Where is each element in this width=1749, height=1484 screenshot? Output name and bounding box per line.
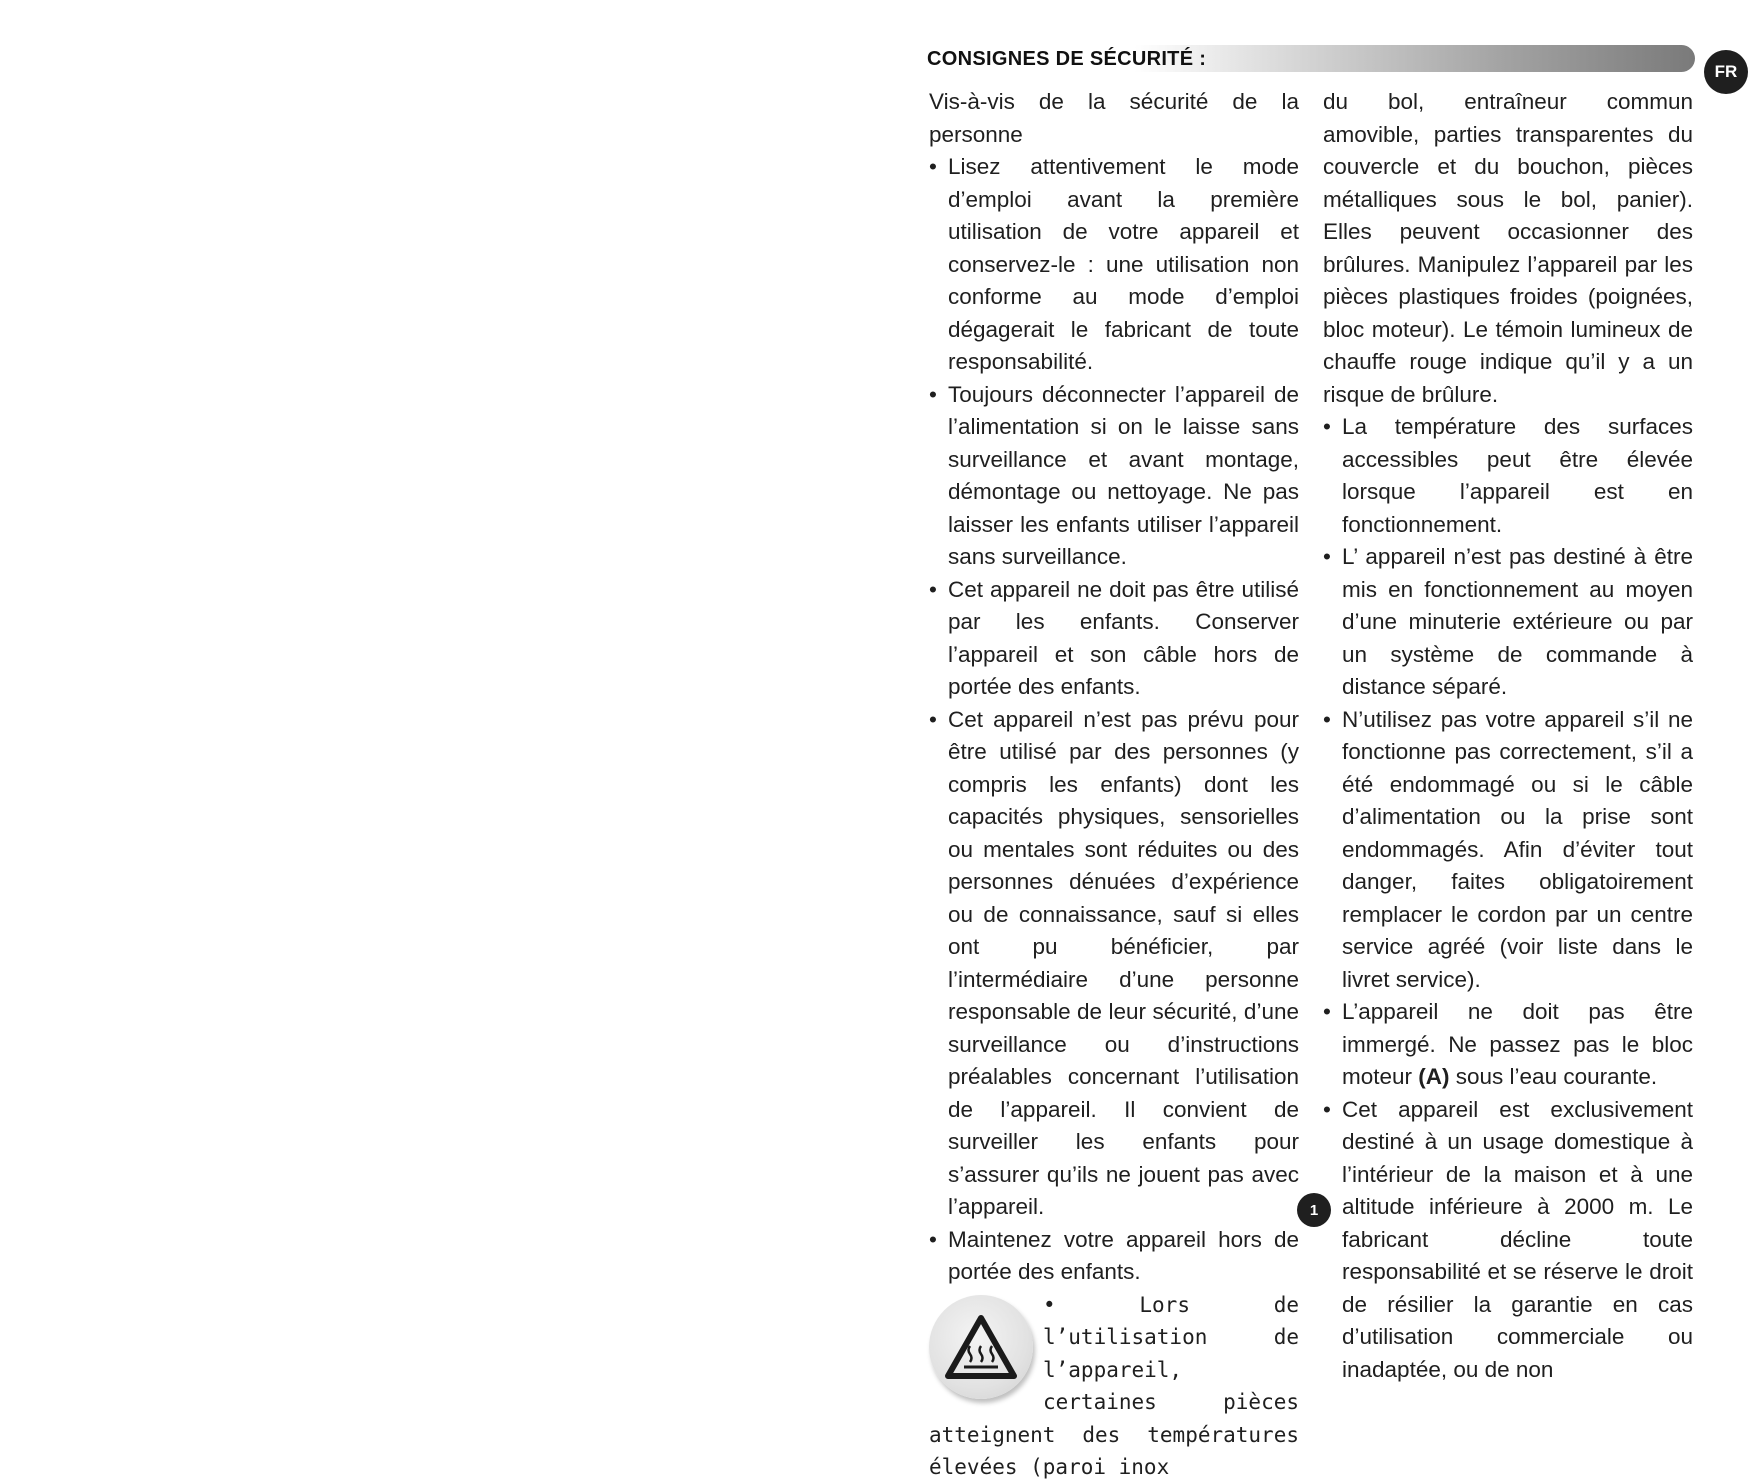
list-item — [929, 1224, 1299, 1289]
right-column — [1323, 86, 1693, 1386]
bullet-icon: • — [1323, 1096, 1331, 1122]
list-item-text: L’ appareil n’est pas destiné à être mis en fonctionnement au moyen d’une minuterie extérieure ou par un système de commande à distance séparé. — [1342, 544, 1693, 699]
list-item — [1323, 704, 1693, 997]
list-item — [929, 151, 1299, 379]
bullet-icon: • — [929, 706, 937, 732]
list-item-text: N’utilisez pas votre appareil s’il ne fonctionne pas correctement, s’il a été endommagé ou si le câble d’alimentation ou la prise sont endommagés. Afin d’éviter tout danger, faites obligatoirement remplacer le cordon par un centre service agréé (voir liste dans le livret service). — [1342, 706, 1693, 992]
list-item — [1323, 541, 1693, 704]
bullet-icon: • — [1323, 414, 1331, 439]
list-item-text: Toujours déconnecter l’appareil de l’alimentation si on le laisse sans surveillance et avant montage, démontage ou nettoyage. Ne pas laisser les enfants utiliser l’appareil sans surveillance. — [948, 381, 1299, 569]
bullet-icon: • — [1323, 999, 1331, 1024]
continuation-text: du bol, entraîneur commun amovible, parties transparentes du couvercle et du bouchon, pièces métalliques sous le bol, panier). Elles peuvent occasionner des brûlures. Manipulez l’appareil par les pièces plastiques froides (poignées, bloc moteur). Le témoin lumineux de chauffe rouge indique qu’il y a un risque de brûlure. — [1323, 89, 1693, 407]
left-column — [929, 86, 1299, 1484]
bullet-icon: • — [1323, 544, 1331, 569]
language-badge: FR — [1704, 50, 1748, 94]
hot-surface-warning-icon — [929, 1295, 1033, 1399]
bullet-icon: • — [1323, 706, 1331, 732]
list-item — [1323, 1094, 1693, 1387]
list-item — [1323, 411, 1693, 541]
list-item — [929, 704, 1299, 1224]
part-reference: (A) — [1418, 1064, 1450, 1089]
list-item-text: Cet appareil ne doit pas être utilisé par les enfants. Conserver l’appareil et son câble hors de portée des enfants. — [948, 576, 1299, 699]
bullet-icon: • — [929, 381, 937, 407]
hot-surface-warning-block — [929, 1289, 1299, 1484]
page-number: 1 — [1297, 1193, 1331, 1227]
hot-surface-bullet-text: Lors de l’utilisation de l’appareil, certaines pièces atteignent des températures élevées (paroi inox — [929, 1292, 1299, 1479]
list-item-text: Maintenez votre appareil hors de portée des enfants. — [948, 1226, 1299, 1284]
section-header-bar — [927, 45, 1695, 72]
list-item-text: Cet appareil est exclusivement destiné à un usage domestique à l’intérieur de la maison et à une altitude inférieure à 2000 m. Le fabricant décline toute responsabilité et se réserve le droit de résilier la garantie en cas d’utilisation commerciale ou inadaptée, ou de non — [1342, 1096, 1693, 1382]
immersion-text-start: L’appareil ne doit pas être immergé. Ne passez pas le bloc moteur — [1342, 999, 1693, 1089]
list-item-text: La température des surfaces accessibles peut être élevée lorsque l’appareil est en fonctionnement. — [1342, 414, 1693, 537]
warning-triangle-icon — [944, 1314, 1018, 1380]
bullet-icon: • — [929, 1226, 937, 1252]
section-title: CONSIGNES DE SÉCURITÉ : — [927, 48, 1207, 70]
immersion-text-end: sous l’eau courante. — [1449, 1064, 1658, 1089]
bullet-icon: • — [929, 154, 937, 179]
list-item — [929, 574, 1299, 704]
list-item-text: Lisez attentivement le mode d’emploi avant la première utilisation de votre appareil et conservez-le : une utilisation non conforme au mode d’emploi dégagerait le fabricant de toute responsabilité. — [948, 154, 1299, 374]
list-item-text: Cet appareil n’est pas prévu pour être utilisé par des personnes (y compris les enfants) dont les capacités physiques, sensorielles ou mentales sont réduites ou des personnes dénuées d’expérience ou de connaissance, sauf si elles ont pu bénéficier, par l’intermédiaire d’une personne responsable de leur sécurité, d’une surveillance ou d’instructions préalables concernant l’utilisation de l’appareil. Il convient de surveiller les enfants pour s’assurer qu’ils ne jouent pas avec l’appareil. — [948, 706, 1299, 1219]
intro-line: Vis-à-vis de la sécurité de la personne — [929, 89, 1299, 147]
list-item — [1323, 996, 1693, 1094]
list-item — [929, 379, 1299, 574]
bullet-icon: • — [1043, 1292, 1140, 1317]
bullet-icon: • — [929, 576, 937, 602]
